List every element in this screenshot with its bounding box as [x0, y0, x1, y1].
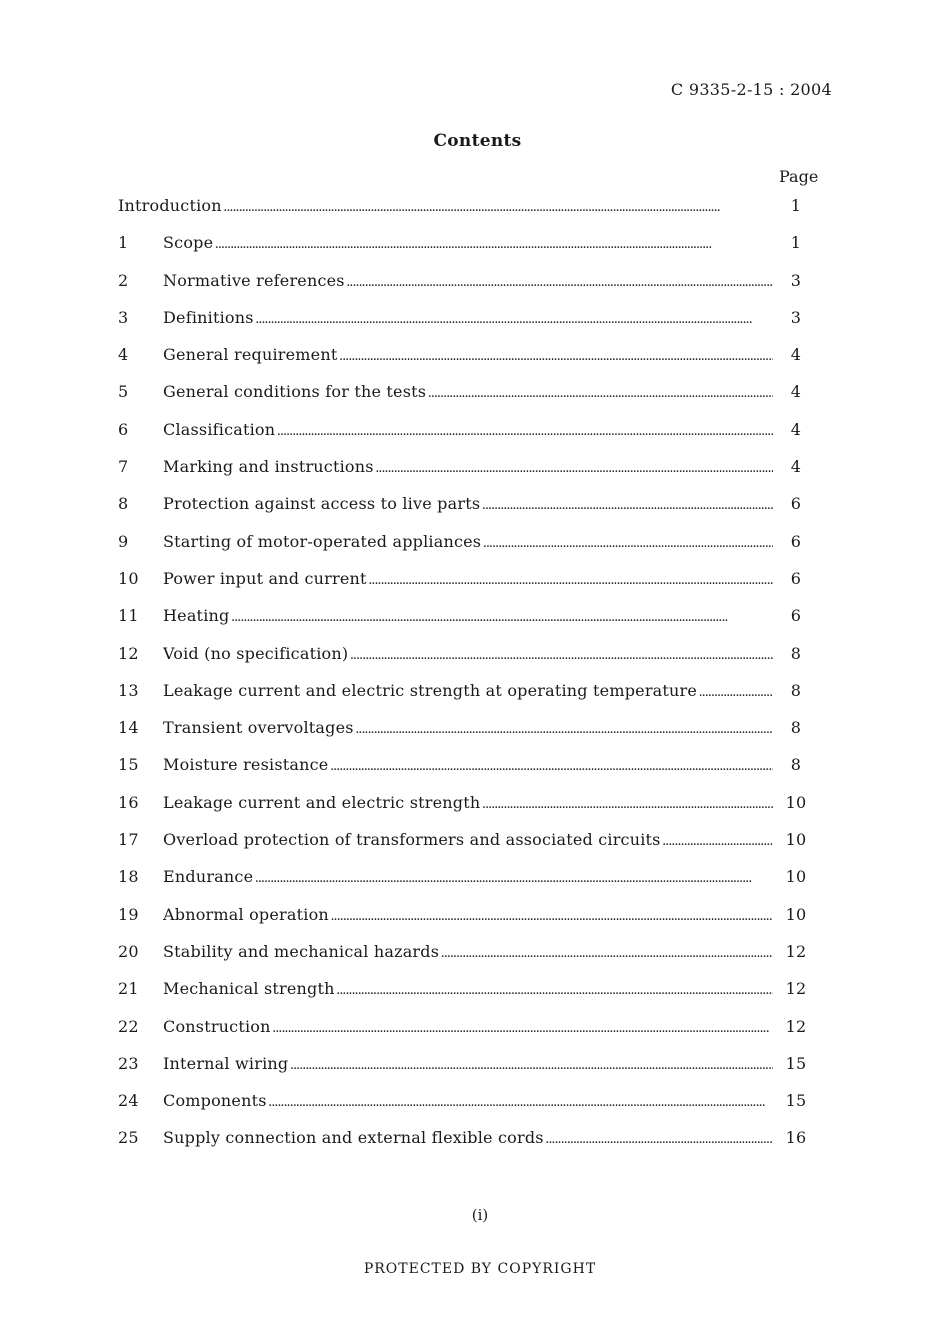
toc-entry-title-text: Starting of motor-operated appliances — [163, 531, 482, 551]
toc-entry[interactable] — [118, 382, 816, 419]
toc-entry-number: 17 — [118, 830, 139, 850]
toc-entry-page: 10 — [785, 867, 807, 887]
page-number: (i) — [471, 1206, 489, 1224]
toc-entry[interactable] — [118, 979, 816, 1016]
toc-entry[interactable] — [118, 681, 816, 718]
toc-entry-title — [163, 830, 773, 849]
toc-entry-title-text: Power input and current — [163, 568, 367, 588]
toc-entry-title-text: Supply connection and external flexible cords — [163, 1128, 544, 1148]
toc-entry-page: 12 — [785, 941, 807, 961]
toc-entry-number: 8 — [118, 494, 129, 514]
toc-entry-title-text: Leakage current and electric strength at operating temperature — [163, 680, 698, 700]
toc-entry-title — [163, 1128, 773, 1147]
toc-entry-title — [163, 569, 773, 588]
toc-entry-title — [163, 494, 773, 513]
toc-entry-number: 19 — [118, 904, 139, 924]
toc-entry-number: 11 — [118, 606, 139, 626]
toc-entry[interactable] — [118, 196, 816, 233]
toc-entry-title — [163, 681, 773, 700]
toc-entry-title — [163, 1054, 773, 1073]
toc-entry-title-text: Introduction — [118, 196, 222, 215]
toc-entry-number: 23 — [118, 1053, 139, 1073]
toc-entry-number: 14 — [118, 718, 139, 738]
toc-entry[interactable] — [118, 345, 816, 382]
toc-entry-number: 12 — [118, 643, 139, 663]
toc-entry-title-text: Overload protection of transformers and associated circuits — [163, 830, 661, 850]
toc-entry-page: 3 — [790, 270, 802, 290]
toc-entry-title-text: Scope — [163, 233, 214, 253]
toc-entry[interactable] — [118, 942, 816, 979]
toc-entry-title-text: Stability and mechanical hazards — [163, 941, 440, 961]
toc-entry-page: 6 — [790, 568, 802, 588]
toc-entry-title — [163, 644, 773, 663]
toc-entry-number: 4 — [118, 345, 129, 365]
toc-entry-number: 24 — [118, 1091, 139, 1111]
contents-heading: Contents — [433, 131, 522, 151]
toc-entry-title-text: Void (no specification) — [163, 643, 349, 663]
toc-entry-title — [163, 718, 773, 737]
toc-entry-title-text: General conditions for the tests — [163, 382, 427, 402]
toc-entry-title — [163, 308, 773, 327]
toc-entry-page: 4 — [790, 345, 802, 365]
toc-entry-title-text: Transient overvoltages — [163, 718, 354, 738]
toc-entry-number: 6 — [118, 419, 129, 439]
toc-entry-title — [163, 457, 773, 476]
toc-entry-number: 2 — [118, 270, 129, 290]
toc-entry-page: 4 — [790, 419, 802, 439]
toc-entry-title-text: Mechanical strength — [163, 979, 335, 999]
toc-entry-title — [163, 271, 773, 290]
toc-entry-number: 10 — [118, 568, 139, 588]
toc-entry-title — [163, 942, 773, 961]
toc-entry-title-text: Internal wiring — [163, 1053, 289, 1073]
toc-entry-number: 20 — [118, 941, 139, 961]
toc-entry-number: 9 — [118, 531, 129, 551]
toc-entry-title — [163, 793, 773, 812]
toc-entry-page: 10 — [785, 904, 807, 924]
toc-entry-page: 10 — [785, 792, 807, 812]
toc-entry-page: 6 — [790, 531, 802, 551]
toc-entry[interactable] — [118, 494, 816, 531]
toc-entry-page: 12 — [785, 979, 807, 999]
toc-entry-number: 5 — [118, 382, 129, 402]
toc-entry-title — [163, 905, 773, 924]
toc-entry-title-text: General requirement — [163, 345, 338, 365]
toc-entry-number: 1 — [118, 233, 129, 253]
toc-entry-title-text: Heating — [163, 606, 230, 626]
toc-entry[interactable] — [118, 532, 816, 569]
toc-entry-page: 16 — [785, 1128, 807, 1148]
toc-entry-page: 12 — [785, 1016, 807, 1036]
toc-entry-title-text: Normative references — [163, 270, 345, 290]
toc-entry[interactable] — [118, 1017, 816, 1054]
toc-entry-title — [163, 606, 773, 625]
toc-entry-title — [163, 382, 773, 401]
toc-entry-title — [163, 233, 773, 252]
toc-entry-number: 25 — [118, 1128, 139, 1148]
toc-entry[interactable] — [118, 233, 816, 270]
toc-entry[interactable] — [118, 1128, 816, 1165]
toc-entry-number: 13 — [118, 680, 139, 700]
toc-entry-title-text: Leakage current and electric strength — [163, 792, 481, 812]
toc-entry[interactable] — [118, 905, 816, 942]
table-of-contents — [118, 196, 816, 1166]
toc-entry-title — [118, 196, 773, 215]
copyright-notice: PROTECTED BY COPYRIGHT — [363, 1261, 597, 1277]
toc-entry-page: 15 — [785, 1053, 807, 1073]
toc-entry-title — [163, 755, 773, 774]
toc-entry-page: 3 — [790, 307, 802, 327]
page-column-header: Page — [779, 167, 819, 186]
toc-entry[interactable] — [118, 606, 816, 643]
toc-entry-number: 16 — [118, 792, 139, 812]
toc-entry[interactable] — [118, 644, 816, 681]
toc-entry-number: 7 — [118, 457, 129, 477]
toc-entry[interactable] — [118, 457, 816, 494]
toc-entry-page: 15 — [785, 1091, 807, 1111]
toc-entry[interactable] — [118, 793, 816, 830]
toc-entry-page: 6 — [790, 494, 802, 514]
toc-entry-number: 15 — [118, 755, 139, 775]
toc-entry-title — [163, 345, 773, 364]
toc-entry[interactable] — [118, 718, 816, 755]
toc-entry-title-text: Abnormal operation — [163, 904, 329, 924]
toc-entry-page: 8 — [790, 643, 802, 663]
toc-entry-page: 4 — [790, 457, 802, 477]
document-code: C 9335-2-15 : 2004 — [670, 80, 832, 99]
toc-entry-page: 1 — [790, 196, 802, 215]
toc-entry-title-text: Moisture resistance — [163, 755, 329, 775]
toc-entry-title-text: Endurance — [163, 867, 254, 887]
toc-entry[interactable] — [118, 755, 816, 792]
toc-entry-title-text: Marking and instructions — [163, 457, 374, 477]
toc-entry-title — [163, 1091, 773, 1110]
toc-entry[interactable] — [118, 308, 816, 345]
toc-entry[interactable] — [118, 867, 816, 904]
toc-entry[interactable] — [118, 271, 816, 308]
toc-entry-title — [163, 420, 773, 439]
toc-entry-page: 6 — [790, 606, 802, 626]
toc-entry-number: 21 — [118, 979, 139, 999]
toc-entry-title-text: Construction — [163, 1016, 271, 1036]
toc-entry-number: 18 — [118, 867, 139, 887]
toc-entry[interactable] — [118, 1091, 816, 1128]
toc-entry-title — [163, 979, 773, 998]
toc-entry[interactable] — [118, 830, 816, 867]
toc-entry-page: 4 — [790, 382, 802, 402]
toc-entry-number: 3 — [118, 307, 129, 327]
toc-entry[interactable] — [118, 1054, 816, 1091]
toc-entry[interactable] — [118, 420, 816, 457]
toc-entry-page: 8 — [790, 718, 802, 738]
toc-entry-title-text: Classification — [163, 419, 276, 439]
toc-entry-title — [163, 1017, 773, 1036]
toc-entry-page: 8 — [790, 680, 802, 700]
toc-entry-page: 10 — [785, 830, 807, 850]
toc-entry-page: 8 — [790, 755, 802, 775]
toc-entry-title-text: Definitions — [163, 307, 254, 327]
toc-entry-title — [163, 867, 773, 886]
toc-entry-title-text: Protection against access to live parts — [163, 494, 481, 514]
toc-entry-title — [163, 532, 773, 551]
toc-entry-page: 1 — [790, 233, 802, 253]
toc-entry-number: 22 — [118, 1016, 139, 1036]
toc-entry[interactable] — [118, 569, 816, 606]
toc-entry-title-text: Components — [163, 1091, 267, 1111]
